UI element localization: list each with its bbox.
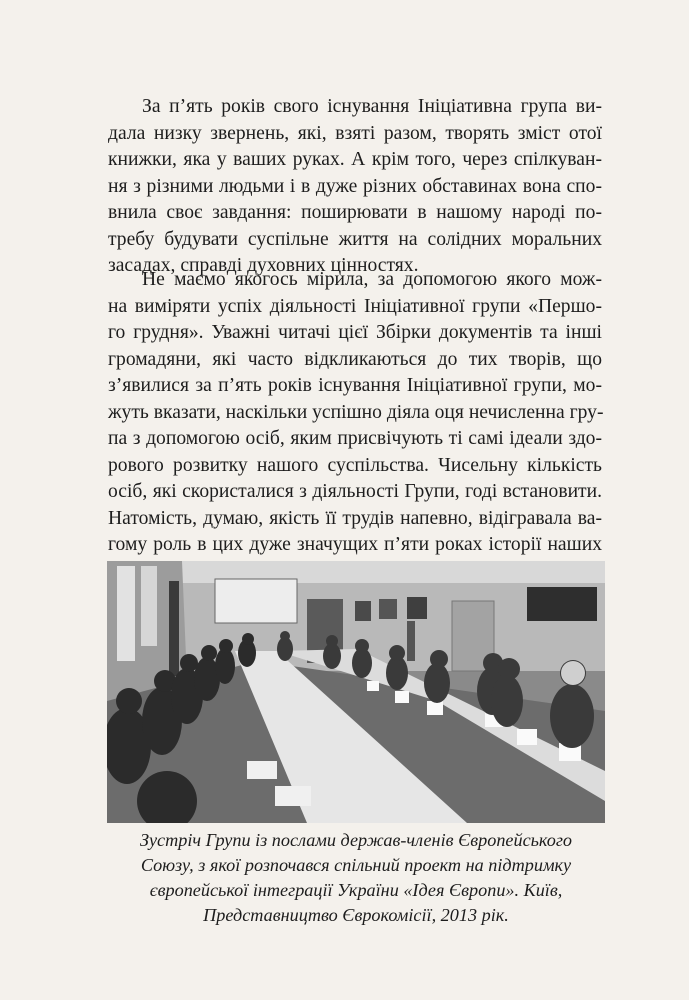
text-line: внила своє завдання: поширювати в нашому народі по- [108, 202, 602, 223]
text-line: Натомість, думаю, якість її трудів напевно, відігравала ва- [108, 507, 602, 529]
text-line: За п’ять років свого існування Ініціативна група ви- [142, 96, 602, 117]
text-line: Не маємо якогось мірила, за допомогою якого мож- [142, 269, 602, 290]
paragraph-2 [108, 267, 602, 585]
text-line: громадяни, які часто відкликаються до тих творів, що [108, 348, 602, 370]
text-line: жуть вказати, наскільки успішно діяла оця нечисленна гру- [108, 401, 604, 423]
photo-caption [118, 828, 594, 928]
text-line: книжки, яка у ваших руках. А крім того, через спілкуван- [108, 149, 602, 170]
text-line: требу будувати суспільне життя на солідних моральних [108, 228, 602, 250]
paragraph-1 [108, 94, 602, 280]
meeting-photo [107, 561, 605, 823]
caption-line: Зустріч Групи із послами держав-членів Європейського [139, 830, 573, 850]
text-line: засадах, справді духовних цінностях. [108, 255, 419, 276]
text-line: осіб, які скористалися з діяльності Групи, годі встановити. [108, 481, 602, 502]
text-line: па з допомогою осіб, яким присвічують ті самі ідеали здо- [108, 428, 602, 449]
text-line: гому роль в цих дуже значущих п’яти роках історії наших [108, 534, 602, 555]
text-line: на виміряти успіх діяльності Ініціативної групи «Першо- [108, 295, 602, 317]
text-line: з’явилися за п’ять років існування Ініціативної групи, мо- [108, 375, 602, 396]
text-line: ня з різними людьми і в дуже різних обставинах вона спо- [108, 175, 602, 197]
text-line: го грудня». Уважні читачі цієї Збірки документів та інші [108, 322, 602, 343]
text-line: рового розвитку нашого суспільства. Чисельну кількість [108, 454, 602, 476]
caption-line: Союзу, з якої розпочався спільний проект на підтримку [140, 855, 572, 875]
text-line: дала низку звернень, які, взяті разом, творять зміст отої [108, 122, 602, 144]
caption-line: Представництво Єврокомісії, 2013 рік. [203, 905, 509, 925]
caption-line: європейської інтеграції України «Ідея Європи». Київ, [149, 880, 563, 900]
